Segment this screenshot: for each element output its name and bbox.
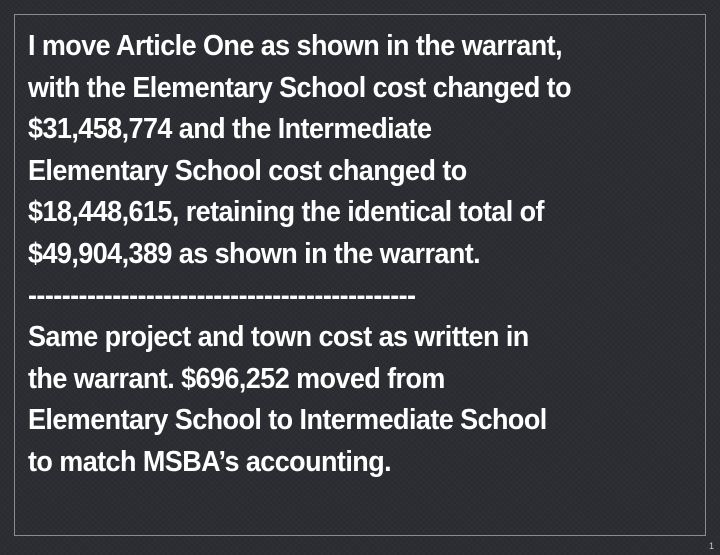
text-line: Elementary School cost changed to [28,154,467,187]
slide-body-text [28,26,660,484]
text-line: to match MSBA’s accounting. [28,445,392,478]
text-line: $18,448,615, retaining the identical total of [28,196,544,229]
text-line: $31,458,774 and the Intermediate [28,113,432,146]
page-number: 1 [708,541,714,551]
text-line: I move Article One as shown in the warrant, [28,30,563,62]
text-line: Same project and town cost as written in [28,321,529,354]
separator-line: ---------------------------------------------- [28,279,416,312]
text-line: the warrant. $696,252 moved from [28,362,445,395]
text-line: with the Elementary School cost changed to [28,71,572,104]
text-line: Elementary School to Intermediate School [28,404,547,437]
text-line: $49,904,389 as shown in the warrant. [28,237,481,270]
